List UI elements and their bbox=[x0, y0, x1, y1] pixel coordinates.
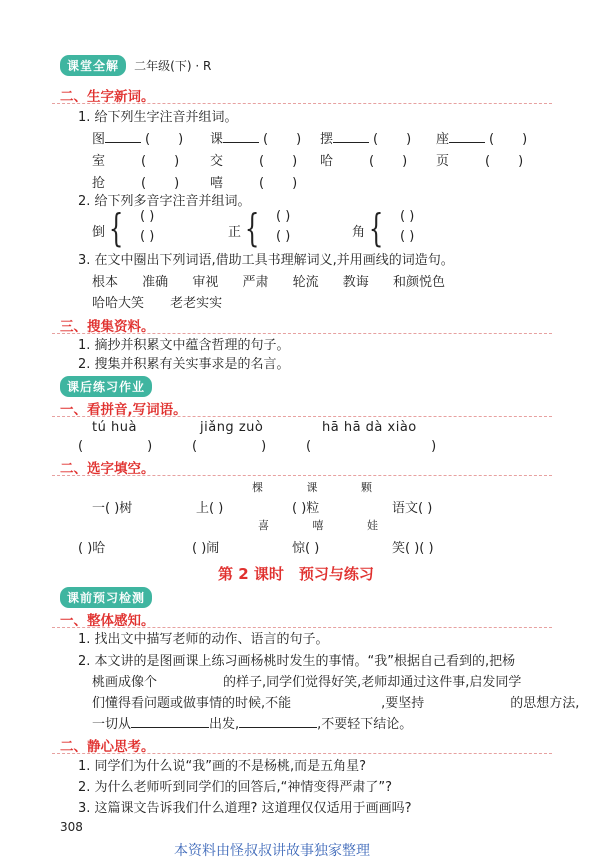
section-title: 二、生字新词。 bbox=[60, 89, 155, 105]
pinyin: hā hā dà xiào bbox=[322, 420, 417, 435]
pinyin: tú huà bbox=[92, 420, 137, 435]
choice-chars: 喜 嘻 娃 bbox=[258, 519, 378, 532]
char-row: 座 ( ) bbox=[436, 132, 528, 147]
fill-blank: ( )闹 bbox=[192, 541, 220, 556]
question: 1. 找出文中描写老师的动作、语言的句子。 bbox=[78, 632, 329, 647]
fill-blank: 上( ) bbox=[196, 501, 224, 516]
pinyin: jiǎng zuò bbox=[200, 420, 264, 435]
question: 3. 在文中圈出下列词语,借助工具书理解词义,并用画线的词造句。 bbox=[78, 253, 454, 268]
page-number: 308 bbox=[60, 820, 83, 834]
fill-blank: 语文( ) bbox=[392, 501, 433, 516]
header-grade: 二年级(下) · R bbox=[134, 59, 212, 73]
divider bbox=[52, 475, 552, 476]
divider bbox=[52, 753, 552, 754]
section-title: 三、搜集资料。 bbox=[60, 319, 155, 335]
fill-blank: 一( )树 bbox=[92, 501, 133, 516]
question: 2. 搜集并积累有关实事求是的名言。 bbox=[78, 357, 290, 372]
homework-badge: 课后练习作业 bbox=[60, 376, 152, 397]
section-title: 二、选字填空。 bbox=[60, 461, 155, 477]
char-row: 页 ( ) bbox=[436, 154, 524, 169]
divider bbox=[52, 103, 552, 104]
word-list: 根本 准确 审视 严肃 轮流 教诲 和颜悦色 bbox=[92, 275, 445, 290]
section-title: 二、静心思考。 bbox=[60, 739, 155, 755]
header bbox=[60, 55, 211, 76]
question-line: 桃画成像个 的样子,同学们觉得好笑,老师却通过这件事,启发同学 bbox=[92, 675, 522, 690]
char-row: 图 ( ) bbox=[92, 132, 184, 147]
char-row: 哈 ( ) bbox=[320, 154, 408, 169]
fill-blank: 笑( )( ) bbox=[392, 541, 434, 556]
section-title: 一、整体感知。 bbox=[60, 613, 155, 629]
preview-badge: 课前预习检测 bbox=[60, 587, 152, 608]
choice-chars: 棵 课 颗 bbox=[252, 481, 372, 494]
answer-box[interactable]: ( ) bbox=[192, 439, 267, 454]
preview-badge-wrap bbox=[60, 587, 152, 608]
fill-blank: 惊( ) bbox=[292, 541, 320, 556]
char-row: 室 ( ) bbox=[92, 154, 180, 169]
header-badge: 课堂全解 bbox=[60, 55, 126, 76]
question: 2. 本文讲的是图画课上练习画杨桃时发生的事情。“我”根据自己看到的,把杨 bbox=[78, 654, 516, 669]
divider bbox=[52, 416, 552, 417]
lesson-title: 第 2 课时 预习与练习 bbox=[218, 565, 374, 583]
homework-badge-wrap bbox=[60, 376, 152, 397]
answer-box[interactable]: ( ) bbox=[306, 439, 437, 454]
char-row: 嘻 ( ) bbox=[210, 176, 298, 191]
fill-blank: ( )哈 bbox=[78, 541, 106, 556]
answer-box[interactable]: ( ) bbox=[78, 439, 153, 454]
char-row: 抢 ( ) bbox=[92, 176, 180, 191]
section-title: 一、看拼音,写词语。 bbox=[60, 402, 187, 418]
credit-text: 本资料由怪叔叔讲故事独家整理 bbox=[174, 843, 370, 859]
question-line: 一切从 出发, ,不要轻下结论。 bbox=[92, 717, 413, 732]
char-row: 交 ( ) bbox=[210, 154, 298, 169]
word-list: 哈哈大笑 老老实实 bbox=[92, 296, 223, 311]
question: 2. 为什么老师听到同学们的回答后,“神情变得严肃了”? bbox=[78, 780, 393, 795]
question: 3. 这篇课文告诉我们什么道理? 这道理仅仅适用于画画吗? bbox=[78, 801, 412, 816]
question-line: 们懂得看问题或做事情的时候,不能 ,要坚持 的思想方法, bbox=[92, 696, 580, 711]
question: 1. 同学们为什么说“我”画的不是杨桃,而是五角星? bbox=[78, 759, 367, 774]
char-row: 摆 ( ) bbox=[320, 132, 412, 147]
question: 2. 给下列多音字注音并组词。 bbox=[78, 194, 251, 209]
question: 1. 给下列生字注音并组词。 bbox=[78, 110, 238, 125]
question: 1. 摘抄并积累文中蕴含哲理的句子。 bbox=[78, 338, 290, 353]
fill-blank: ( )粒 bbox=[292, 501, 320, 516]
char-row: 课 ( ) bbox=[210, 132, 302, 147]
